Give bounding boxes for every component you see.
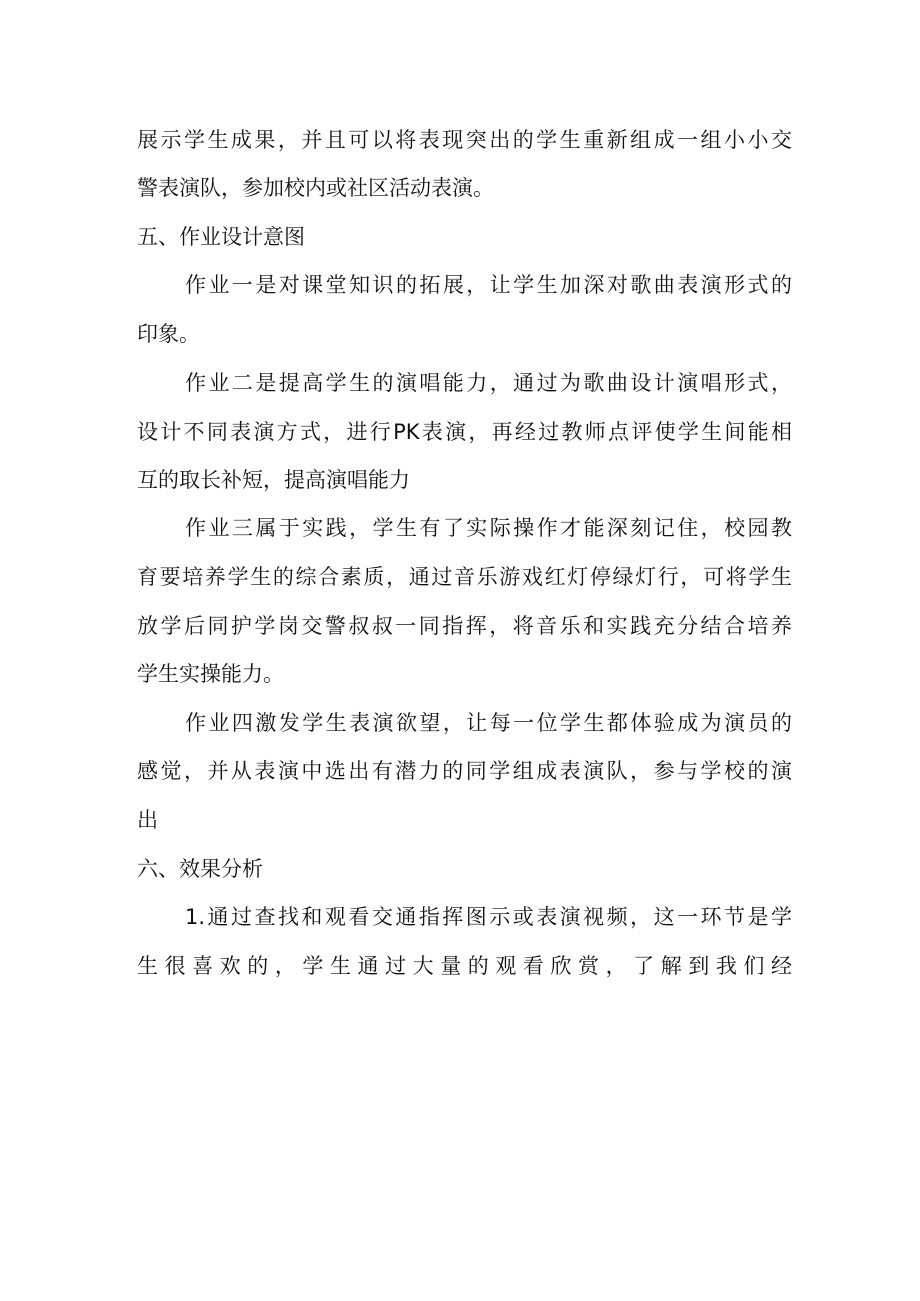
paragraph-line: 作业四激发学生表演欲望，让每一位学生都体验成为演员的: [185, 711, 792, 735]
paragraph-line: 互的取长补短，提高演唱能力: [137, 468, 410, 492]
paragraph-line: 作业二是提高学生的演唱能力，通过为歌曲设计演唱形式，: [185, 371, 792, 395]
paragraph-line: 作业三属于实践，学生有了实际操作才能深刻记住，校园教: [185, 516, 792, 540]
paragraph-line: 放学后同护学岗交警叔叔一同指挥，将音乐和实践充分结合培养: [137, 614, 792, 638]
section-heading: 五、作业设计意图: [137, 225, 305, 249]
paragraph-line: 展示学生成果，并且可以将表现突出的学生重新组成一组小小交: [137, 128, 792, 152]
paragraph-line: 1.通过查找和观看交通指挥图示或表演视频，这一环节是学: [185, 905, 792, 929]
paragraph-line: 警表演队，参加校内或社区活动表演。: [137, 176, 494, 200]
paragraph-line: 设计不同表演方式，进行PK表演，再经过教师点评使学生间能相: [137, 420, 792, 444]
paragraph-line: 出: [137, 808, 158, 832]
paragraph-line: 作业一是对课堂知识的拓展，让学生加深对歌曲表演形式的: [185, 273, 792, 297]
paragraph-line: 印象。: [137, 322, 200, 346]
paragraph-line: 感觉，并从表演中选出有潜力的同学组成表演队，参与学校的演: [137, 759, 792, 783]
paragraph-line: 育要培养学生的综合素质，通过音乐游戏红灯停绿灯行，可将学生: [137, 565, 792, 589]
paragraph-line: 学生实操能力。: [137, 662, 284, 686]
section-heading: 六、效果分析: [137, 857, 263, 881]
paragraph-line: 生很喜欢的，学生通过大量的观看欣赏，了解到我们经: [137, 954, 792, 978]
